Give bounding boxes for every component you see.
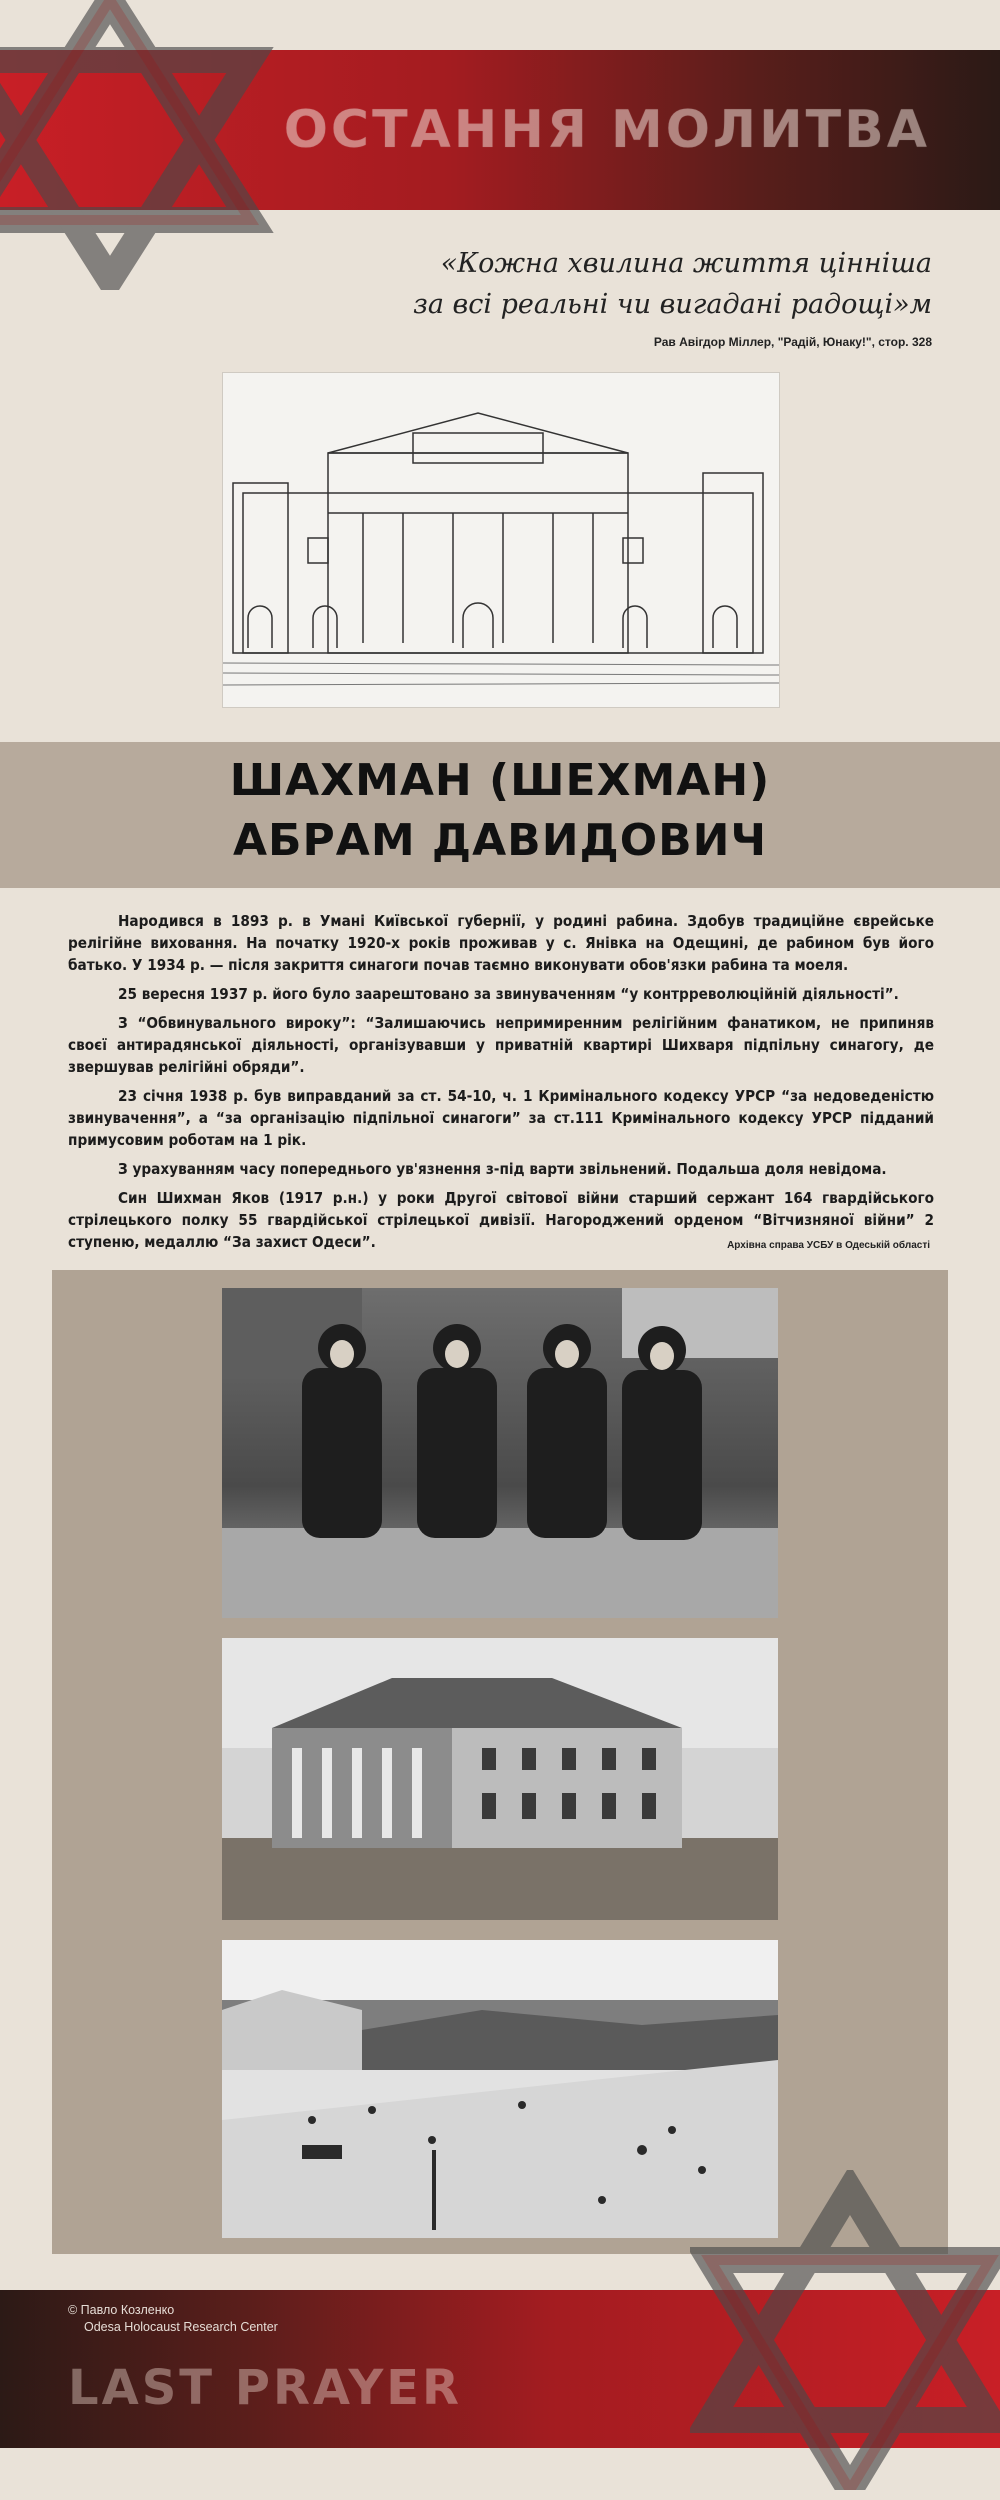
quote-source: Рав Авігдор Міллер, "Радій, Юнаку!", стор. 328 — [653, 335, 932, 349]
credit-organization: Odesa Holocaust Research Center — [84, 2320, 278, 2334]
quote-line-1: «Кожна хвилина життя цінніша — [440, 248, 932, 279]
bio-paragraph: 25 вересня 1937 р. його було заарештовано за звинуваченням “у контрреволюційній діяльності”. — [118, 985, 899, 1003]
person-name-line-2: АБРАМ ДАВИДОВИЧ — [232, 815, 768, 866]
synagogue-sketch-image — [222, 372, 780, 708]
archive-note: Архівна справа УСБУ в Одеській області — [727, 1240, 930, 1251]
bio-paragraph: З урахуванням часу попереднього ув'язнення з-під варти звільнений. Подальша доля невідома. — [118, 1160, 887, 1178]
exhibit-title-english: LAST PRAYER — [68, 2360, 462, 2416]
exhibit-title: ОСТАННЯ МОЛИТВА — [283, 100, 930, 160]
bio-paragraph: 23 січня 1938 р. був виправданий за ст. 54-10, ч. 1 Кримінального кодексу УРСР “за недоведеністю звинувачення”, а “за організацію підпільної синагоги” за ст.111 Кримінального кодексу УРСР підданий примусовим роботам на 1 рік. — [68, 1087, 934, 1149]
synagogue-building-photo — [222, 1638, 778, 1920]
epigraph-quote — [412, 243, 932, 325]
star-of-david-icon — [690, 2170, 1000, 2490]
star-of-david-icon — [0, 0, 320, 290]
copyright-credit — [68, 2302, 278, 2336]
credit-author: © Павло Козленко — [68, 2303, 175, 2317]
four-men-photo — [222, 1288, 778, 1618]
biography-text — [68, 910, 934, 1260]
bio-paragraph: З “Обвинувального вироку”: “Залишаючись непримиренним релігійним фанатиком, не припиняв своєї антирадянської діяльності, організувавши у приватній квартирі Шихваря підпільну синагогу, де звершував релігійні обряди”. — [68, 1014, 934, 1076]
bio-paragraph: Син Шихман Яков (1917 р.н.) у роки Другої світової війни старший сержант 164 гвардійського стрілецького полку 55 гвардійської стрілецької дивізії. Нагороджений орденом “Вітчизняної війни” 2 ступеню, медаллю “За захист Одеси”. — [68, 1189, 934, 1251]
quote-line-2: за всі реальні чи вигадані радощі»м — [413, 289, 932, 320]
person-name-line-1: ШАХМАН (ШЕХМАН) — [229, 755, 771, 806]
bio-paragraph: Народився в 1893 р. в Умані Київської губернії, у родині рабина. Здобув традиційне єврейське релігійне виховання. На початку 1920-х років проживав у с. Янівка на Одещині, де рабином був його батько. У 1934 р. — після закриття синагоги почав таємно виконувати обов'язки рабина та моеля. — [68, 912, 934, 974]
